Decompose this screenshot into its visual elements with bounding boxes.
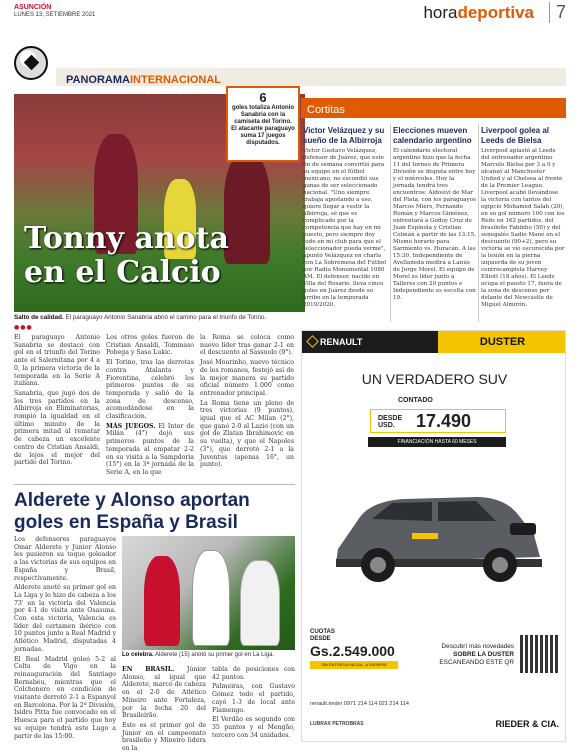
paragraph: La Roma tiene un pleno de tres victorias (9 puntos), igual que el AC Milan (2°), que ganó 2-0 al Lazio (con un gol de Zlatan Ibrahimovic en su vuelta), y que el Napoles (3°), que derrotó 2-1 a la Juventus (apenas 16°, un punto).	[200, 399, 294, 469]
ad-model: DUSTER	[438, 331, 566, 353]
paragraph-text: Júnior Alonso, al igual que Alderete, marcó de cabeza en el 2-0 de Atlético Mineiro ante Fortaleza, por la fecha 20 del Brasileirão.	[122, 666, 206, 720]
ad-desde	[378, 415, 402, 429]
ad-desc-line1: Descubrí más novedades	[441, 643, 514, 650]
ad-tagline: UN VERDADERO SUV	[361, 371, 508, 387]
ad-bottom	[302, 621, 566, 741]
main-col-1	[14, 334, 100, 469]
main-headline	[24, 222, 229, 290]
paragraph	[106, 423, 194, 477]
panorama-banner	[56, 68, 566, 86]
short-title: Victor Velázquez y su sueño de la Albirroja	[303, 126, 385, 145]
paragraph: Palmeiras, con Gustavo Gómez todo el partido, cayó 1-3 de local ante Flamengo.	[212, 683, 295, 714]
page-number: 7	[549, 2, 566, 23]
main-col-2	[106, 334, 194, 479]
paragraph: El Real Madrid goleó 5-2 al Celta de Vigo en la reinauguración del Santiago Bernabéu, mientras que el Colchonero en condición de visitante derrotó 2-1 a Espanyol en Barcelona. Por la 2ª División, Isidro Pitta fue convocado en el Huesca para el partido que hoy su equipo tendrá este Lugo a partir de las 15:00.	[14, 655, 116, 740]
stat-number: 6	[259, 90, 267, 105]
main-col-3	[200, 334, 294, 471]
subhead-bold: MÁS JUEGOS.	[106, 422, 156, 430]
caption-text: Alderete (15) anotó su primer gol en La Liga.	[153, 652, 275, 658]
soccer-ball-icon	[14, 46, 48, 80]
ad-cuotas-desde: DESDE	[310, 636, 331, 642]
qr-code-icon[interactable]	[520, 635, 558, 673]
ad-contact: renault.rieder 0971 214 114 021 214 114	[310, 701, 409, 707]
paragraph: El Torino, tras las derrotas contra Atalanta y Fiorentina, celebró los primeros puntos de su temporada y salió de la zona de descenso, acomodándose en la clasificación.	[106, 359, 194, 421]
ad-desde-label: DESDE	[378, 415, 403, 422]
page-header	[0, 0, 580, 30]
paragraph: la Roma se coloca como nuevo líder tras ganar 2-1 en el descuento al Sassuolo (9°).	[200, 334, 294, 357]
player-figure	[240, 560, 280, 646]
player-figure	[144, 556, 180, 646]
second-col-3	[212, 666, 295, 741]
paragraph: José Mourinho, nuevo técnico de los romanos, festejó así de la mejor manera su partido oficial número 1.000 como entrenador principal.	[200, 359, 294, 397]
cortitas-label: Cortitas	[307, 104, 345, 116]
section-title	[423, 3, 534, 23]
panorama-label-b: INTERNACIONAL	[129, 74, 222, 86]
ad-financing: FINANCIACIÓN HASTA 60 MESES	[368, 437, 506, 447]
paragraph: Los otros goles fueron de Cristian Ansaldi, Tommaso Pobega y Sasa Lukic.	[106, 334, 194, 357]
player-figure	[192, 550, 230, 646]
section-title-b: deportiva	[457, 3, 534, 22]
second-photo	[122, 536, 295, 650]
second-photo-caption	[122, 652, 295, 658]
column-divider	[478, 124, 479, 322]
short-title: Elecciones mueven calendario argentino	[393, 126, 472, 145]
section-dots: ●●●	[14, 324, 33, 331]
ad-desc-line2: SOBRE LA DUSTER	[453, 651, 514, 658]
ad-desc-line3: ESCANEANDO ESTE QR	[439, 659, 514, 666]
paragraph: El Verdão es segundo con 35 puntos y el Mengão, tercero con 34 unidades.	[212, 716, 295, 739]
section-title-a: hora	[423, 3, 458, 22]
paragraph: Los defensores paraguayos Omar Alderete y Júnior Alonso les pusieron su toque goleador a las victorias de sus equipos en España y Brasil, respectivamente.	[14, 536, 116, 582]
ad-currency: USD.	[378, 422, 395, 429]
car-image	[320, 471, 552, 589]
paragraph-text: El Inter de Milán (4°) dejó sus primeros puntos de la temporada al empatar 2-2 en su visita a la Sampdoria (15°) en la 3ª jornada de la Serie A, en la que	[106, 422, 194, 476]
newspaper-brand: ASUNCIÓN	[14, 4, 52, 11]
panorama-label-a: PANORAMA	[66, 74, 130, 86]
short-item	[303, 126, 387, 309]
ad-sponsor-brands: LUBRAX PETROBRAS	[310, 721, 364, 727]
main-headline-line2: en el Calcio	[24, 255, 221, 290]
stat-text: goles totaliza Antonio Sanabria con la camiseta del Torino. El atacante paraguayo suma 17 juegos disputados.	[231, 105, 295, 146]
ad-cuotas	[310, 629, 335, 643]
caption-bold: Salto de calidad.	[14, 314, 64, 321]
main-headline-line1: Tonny anota	[24, 221, 229, 256]
cortitas-banner	[301, 98, 566, 118]
second-col-2	[122, 666, 206, 755]
stat-box	[226, 86, 300, 162]
paragraph: Alderete anotó su primer gol en La Liga y lo hizo de cabeza a los 73' en la victoria del Valencia por 4-1 de visita ante Osasuna. Con esta victoria, Valencia es líder del certamen ibérico con 10 puntos junto a Real Madrid y Atlético Madrid, disputadas 4 jornadas.	[14, 584, 116, 653]
caption-bold: Lo celebra.	[122, 652, 154, 658]
short-title: Liverpool golea al Leeds de Bielsa	[481, 126, 550, 145]
ad-dealer: RIEDER & CIA.	[495, 719, 559, 729]
renault-advertisement[interactable]	[301, 330, 566, 742]
short-text: El calendario electoral argentino hizo que la fecha 11 del torneo de Primera División se disputa entre hoy y el miércoles. Hoy la jornada tendrá tres encuentros: Aldosivi de Mar del Plata, con los paraguayos Marcos Miers, Fernando Román y Marcos Giménez, enfrentará a Godoy Cruz de Juan Espínola y Cristian Colmán a partir de las 13:15. Mismo horario para Sarmiento vs. Huracán. A las 15:30, Independiente de Avellaneda medirá a Lanús de Jorge Morel. El equipo de Morel es líder junto a Talleres con 20 puntos e Independiente es escolta con 19.	[393, 148, 477, 301]
ad-cuotas-label: CUOTAS	[310, 629, 335, 635]
ad-brand: RENAULT	[320, 337, 363, 347]
short-text: Victor Gustavo Velázquez, defensor de Juárez, que este fin de semana convirtió para su equipo en el fútbol mexicano, no escondió sus ganas de ser seleccionado nacional. "Uno siempre trabaja apostando a eso, quiere llegar a vestir la albirroja, sé que es complicado por la competencia que hay en mi puesto, pero siempre doy todo en mi club para que el seleccionador pueda verme", apuntó Velázquez en charla con La Sobremesa del Fútbol por Radio Monumental 1080 AM. El defensor, nacido en Villa del Rosario, lleva cinco goles en Juárez desde su arribo en la temporada 2019/2020.	[303, 148, 386, 308]
paragraph: El paraguayo Antonio Sanabria se destacó con gol en el triunfo del Torino ante el Salernitana por 4 a 0, la primera victoria de la temporada en la Serie A italiana.	[14, 334, 100, 388]
ad-gs-note: SIN ENTREGA INICIAL, A SIEMPRE	[310, 661, 398, 669]
issue-date: LUNES 13, SETIEMBRE 2021	[14, 12, 96, 18]
player-figure	[224, 154, 270, 264]
paragraph: Este es el primer gol de Júnior en el campeonato brasileño y Mineiro lidera en la	[122, 721, 206, 753]
second-col-1	[14, 536, 116, 742]
column-divider	[390, 124, 391, 322]
ad-qr-description	[410, 643, 514, 667]
short-item	[393, 126, 477, 302]
subhead-bold: EN BRASIL.	[122, 666, 175, 673]
paragraph: Sanabria, que jugó dos de los tres partidos en la Albirroja en Eliminatorias, rompió la igualdad en el último minuto de la primera mitad al rematar de cabeza un excelente centro de Cristian Ansaldi, de lejos el mejor del partido del Torino.	[14, 389, 100, 467]
divider	[14, 484, 295, 485]
short-text: Liverpool aplastó al Leeds del entrenador argentino Marcelo Bielsa por 3 a 0 y alcanzó al Manchester United y al Chelsea al frente de la Premier League. Liverpool acabó llevándose la victoria con tantos del egipcio Mohamed Salah (20), en su gol número 100 con los Reds en 162 partidos, del brasileño Fabinho (50) y del senegalés Sadio Mané en el descuento (90+2), pero su victoria se vio oscurecida por la lesión en la pierna izquierda de su joven centrocampista Harvey Elliott (18 años). El Leeds ocupa el puesto 17, fuera de la zona de descenso por delante del Newcastle de Miguel Almirón.	[481, 148, 565, 308]
ad-gs-price: Gs.2.549.000	[310, 643, 395, 659]
ad-price: 17.490	[416, 411, 472, 431]
caption-text: El paraguayo Antonio Sanabria abrió el camino para el triunfo de Torino.	[63, 314, 267, 321]
paragraph: tabla de posiciones con 42 puntos.	[212, 666, 295, 681]
ad-contado: CONTADO	[398, 397, 433, 404]
short-item	[481, 126, 565, 309]
paragraph	[122, 666, 206, 720]
main-photo-caption	[14, 314, 266, 321]
second-headline: Alderete y Alonso aportan goles en España y Brasil	[14, 490, 250, 533]
